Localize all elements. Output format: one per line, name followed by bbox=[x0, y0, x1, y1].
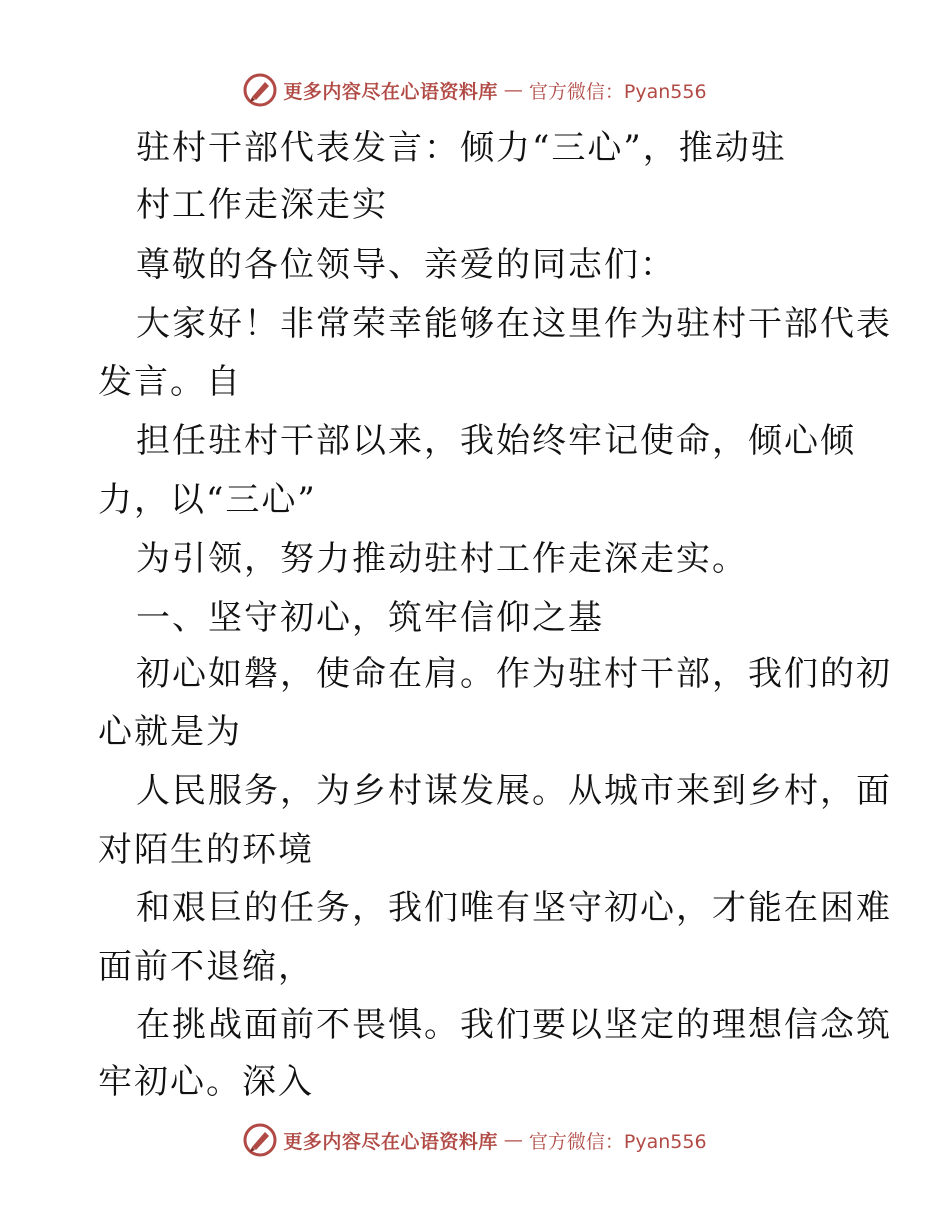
document-line: 心就是为 bbox=[98, 712, 242, 752]
footer-watermark-banner bbox=[0, 1120, 950, 1160]
document-line: 驻村干部代表发言：倾力“三心”，推动驻 bbox=[136, 128, 787, 168]
banner-title: 更多内容尽在心语资料库 bbox=[283, 80, 498, 103]
banner-title: 更多内容尽在心语资料库 bbox=[283, 1130, 498, 1153]
document-line: 对陌生的环境 bbox=[98, 830, 314, 870]
banner-wechat: 官方微信：Pyan556 bbox=[528, 80, 707, 103]
document-line: 尊敬的各位领导、亲爱的同志们： bbox=[136, 245, 676, 285]
pen-logo-icon bbox=[243, 1123, 277, 1157]
pen-logo-icon bbox=[243, 73, 277, 107]
document-line: 发言。自 bbox=[98, 362, 242, 402]
document-line: 在挑战面前不畏惧。我们要以坚定的理想信念筑 bbox=[136, 1005, 892, 1045]
document-line: 为引领，努力推动驻村工作走深走实。 bbox=[136, 539, 748, 579]
banner-dash: — bbox=[503, 79, 523, 101]
document-line: 大家好！非常荣幸能够在这里作为驻村干部代表 bbox=[136, 304, 892, 344]
document-line: 初心如磐，使命在肩。作为驻村干部，我们的初 bbox=[136, 654, 892, 694]
document-line: 力，以“三心” bbox=[98, 480, 317, 520]
document-line: 村工作走深走实 bbox=[136, 185, 388, 225]
section-heading: 一、坚守初心，筑牢信仰之基 bbox=[136, 598, 604, 638]
document-line: 人民服务，为乡村谋发展。从城市来到乡村，面 bbox=[136, 771, 892, 811]
document-line: 面前不退缩， bbox=[98, 947, 314, 987]
header-watermark-banner bbox=[0, 70, 950, 110]
document-line: 担任驻村干部以来，我始终牢记使命，倾心倾 bbox=[136, 421, 856, 461]
document-line: 和艰巨的任务，我们唯有坚守初心，才能在困难 bbox=[136, 888, 892, 928]
banner-dash: — bbox=[503, 1129, 523, 1151]
banner-wechat: 官方微信：Pyan556 bbox=[528, 1130, 707, 1153]
document-line: 牢初心。深入 bbox=[98, 1062, 314, 1102]
